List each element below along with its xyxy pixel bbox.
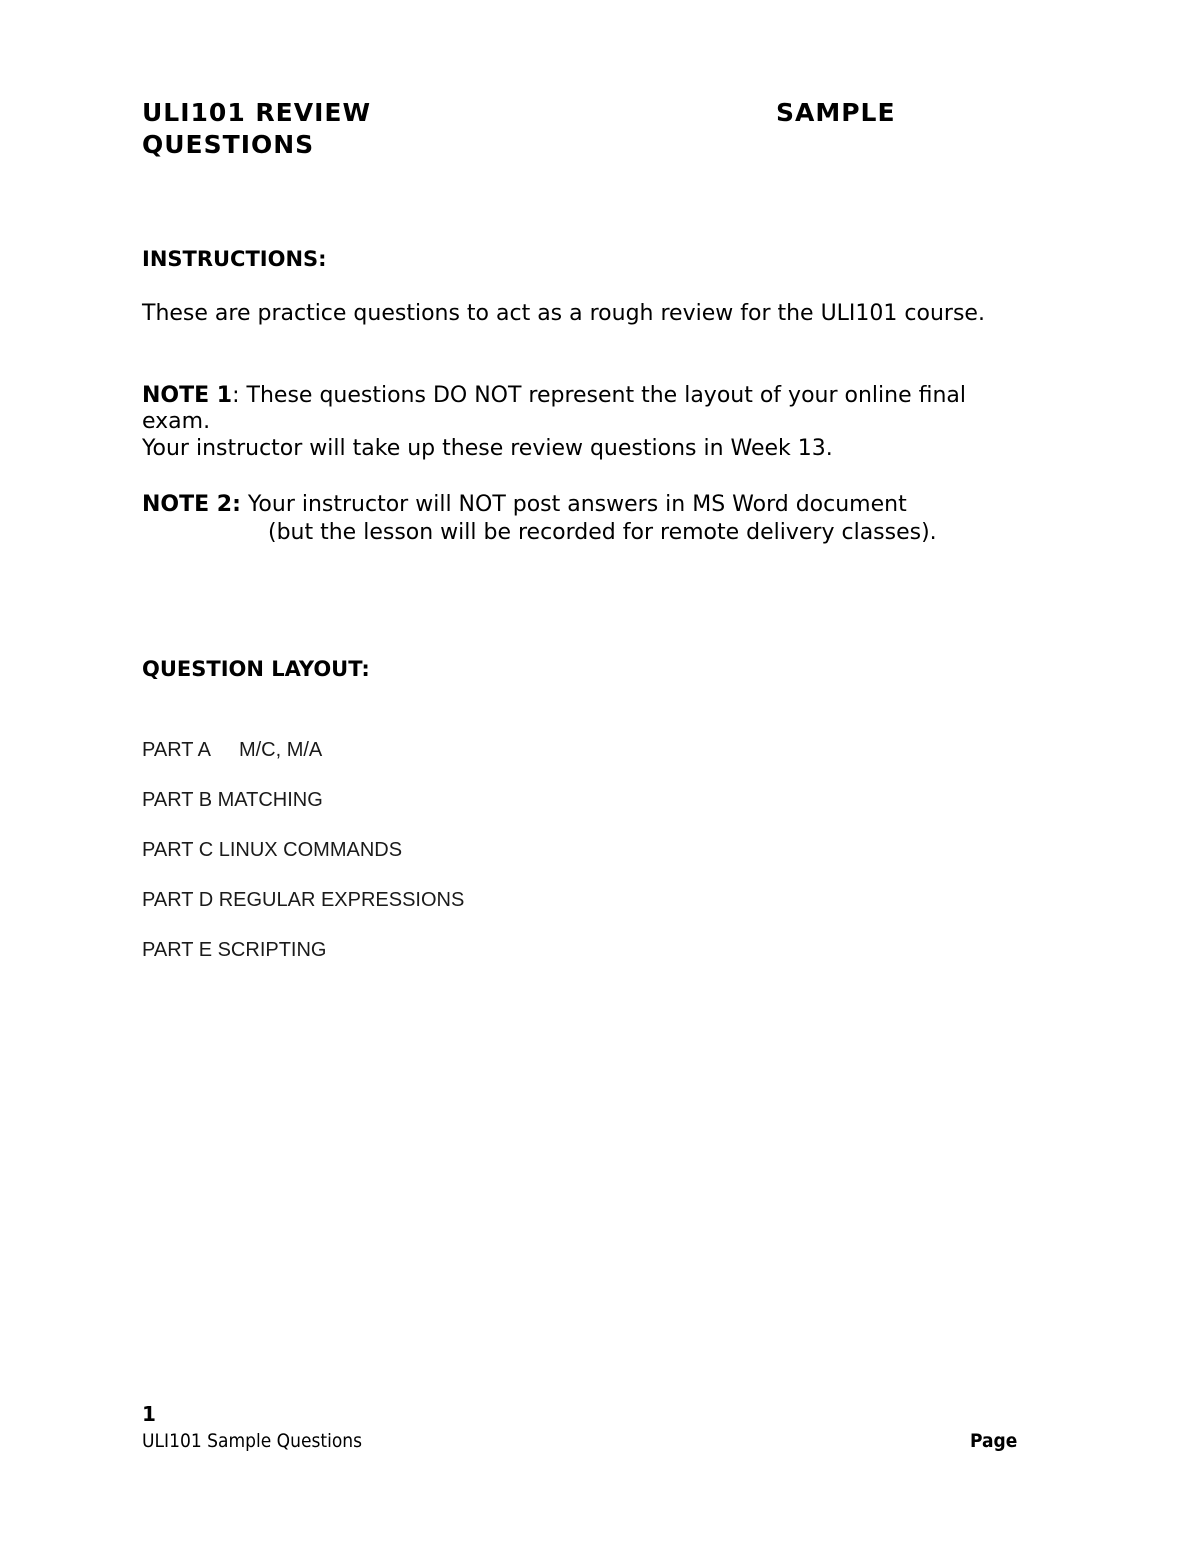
footer-page-number: 1: [142, 1402, 156, 1426]
part-c-name: PART C: [142, 839, 214, 861]
instructions-heading: INSTRUCTIONS:: [142, 247, 327, 271]
part-e-desc: SCRIPTING: [217, 939, 327, 961]
part-e: [142, 938, 327, 962]
footer-left: ULI101 Sample Questions: [142, 1430, 363, 1452]
note2-line1: [142, 491, 907, 518]
part-d-name: PART D: [142, 889, 214, 911]
note1-line1: [142, 382, 966, 409]
part-c: [142, 838, 402, 862]
part-d: [142, 888, 464, 912]
part-e-name: PART E: [142, 939, 213, 961]
title-line2: QUESTIONS: [142, 130, 315, 159]
note1-line3: Your instructor will take up these review questions in Week 13.: [142, 436, 833, 461]
layout-heading: QUESTION LAYOUT:: [142, 657, 370, 681]
note2-label: NOTE 2:: [142, 492, 241, 517]
note2-line2: (but the lesson will be recorded for remote delivery classes).: [268, 520, 937, 545]
title-right: SAMPLE: [776, 98, 896, 127]
part-b-name: PART B: [142, 789, 213, 811]
title-left: ULI101 REVIEW: [142, 98, 372, 127]
note1-text: : These questions DO NOT represent the layout of your online final: [232, 383, 966, 408]
part-b-desc: MATCHING: [217, 789, 323, 811]
note2-text: Your instructor will NOT post answers in MS Word document: [240, 492, 907, 517]
footer-right: Page: [970, 1430, 1018, 1452]
part-a: [142, 738, 322, 762]
part-c-desc: LINUX COMMANDS: [218, 839, 403, 861]
part-b: [142, 788, 323, 812]
note1-line2: exam.: [142, 409, 211, 434]
part-a-name: PART A: [142, 739, 211, 761]
intro-text: These are practice questions to act as a rough review for the ULI101 course.: [142, 301, 985, 326]
part-d-desc: REGULAR EXPRESSIONS: [218, 889, 465, 911]
part-a-desc: M/C, M/A: [238, 739, 323, 761]
note1-label: NOTE 1: [142, 383, 233, 408]
